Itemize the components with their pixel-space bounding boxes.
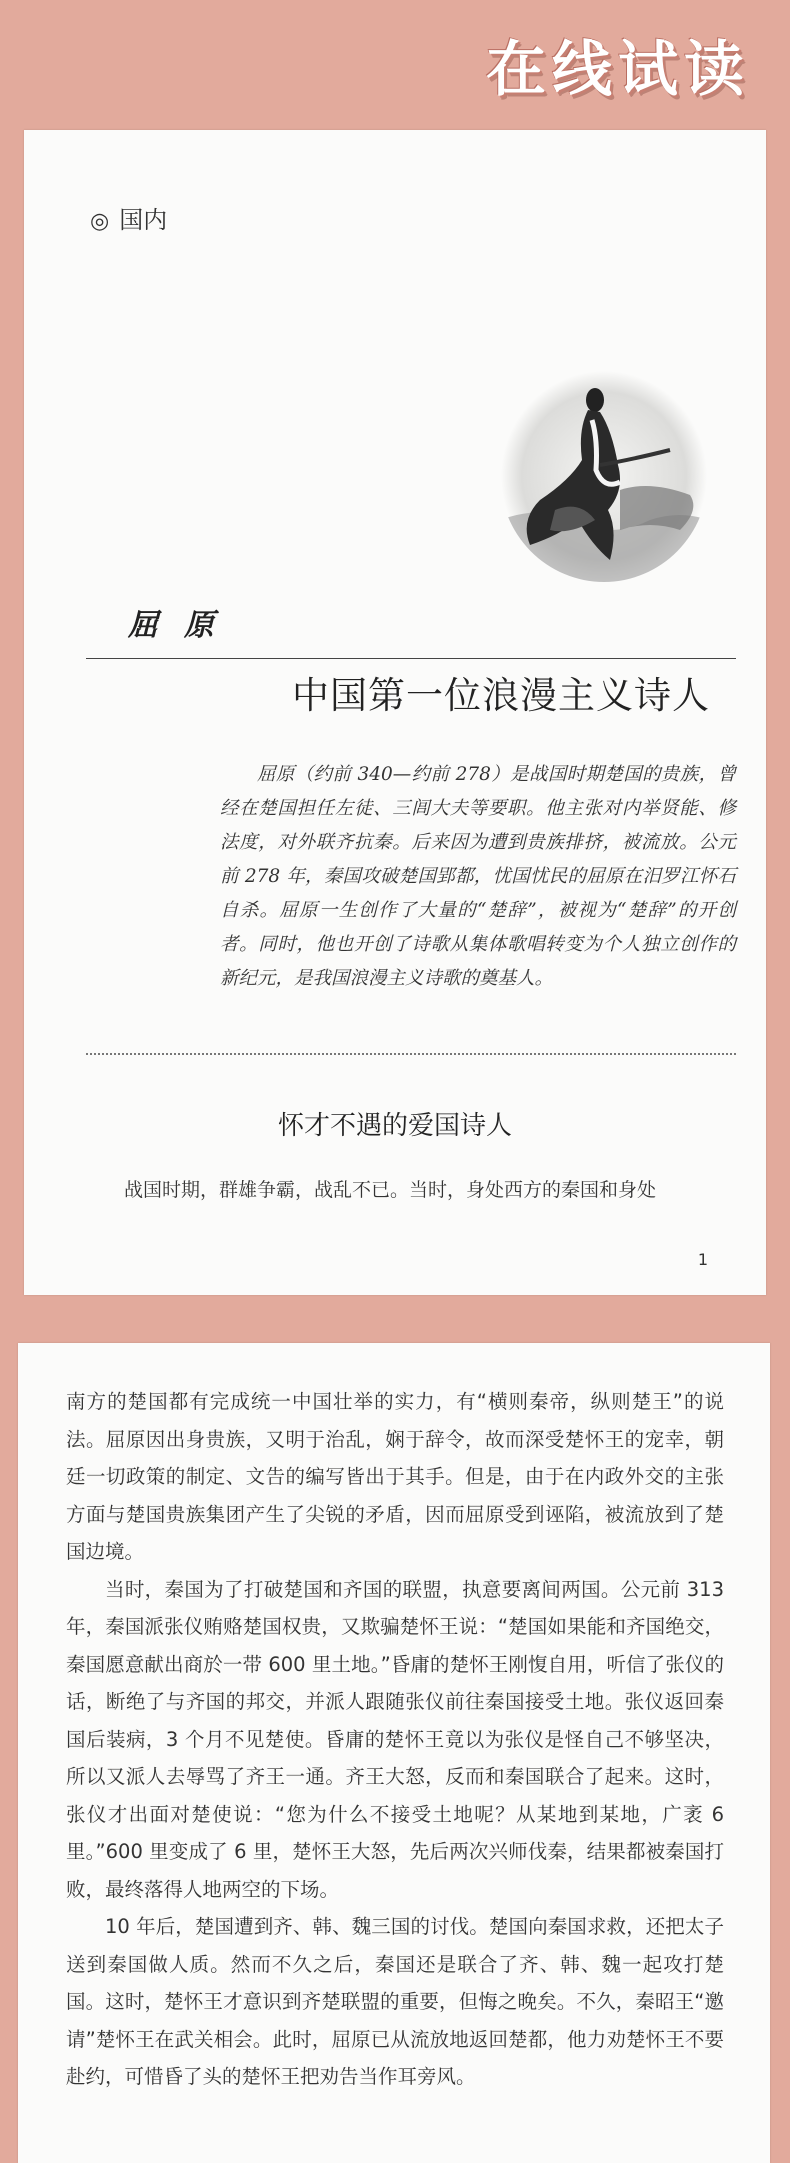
banner-title: 在线试读 xyxy=(486,35,750,105)
body-paragraph: 战国时期，群雄争霸，战乱不已。当时，身处西方的秦国和身处 xyxy=(124,1179,657,1201)
header-banner xyxy=(0,0,790,128)
portrait-illustration xyxy=(500,370,708,582)
body-paragraph: 当时，秦国为了打破楚国和齐国的联盟，执意要离间两国。公元前 313 年，秦国派张仪贿赂楚国权贵，又欺骗楚怀王说：“楚国如果能和齐国绝交，秦国愿意献出商於一带 600 里土地。”昏庸的楚怀王刚愎自用，听信了张仪的话，断绝了与齐国的邦交，并派人跟随张仪前往秦国接受土地。张仪返回秦国后装病，3 个月不见楚使。昏庸的楚怀王竟以为张仪是怪自己不够坚决，所以又派人去辱骂了齐王一通。齐王大怒，反而和秦国联合了起来。这时，张仪才出面对楚使说：“您为什么不接受土地呢？从某地到某地，广袤 6 里。”600 里变成了 6 里，楚怀王大怒，先后两次兴师伐秦，结果都被秦国打败，最终落得人地两空的下场。 xyxy=(66,1577,724,1901)
page-body-text xyxy=(66,1383,724,2096)
title-divider xyxy=(86,658,736,659)
section-label-text: 国内 xyxy=(119,206,168,234)
section-label xyxy=(90,200,167,235)
page-number: 1 xyxy=(697,1250,708,1269)
page-subtitle: 中国第一位浪漫主义诗人 xyxy=(292,674,710,717)
body-paragraph: 南方的楚国都有完成统一中国壮举的实力，有“横则秦帝，纵则楚王”的说法。屈原因出身贵族，又明于治乱，娴于辞令，故而深受楚怀王的宠幸，朝廷一切政策的制定、文告的编写皆出于其手。但是，由于在内政外交的主张方面与楚国贵族集团产生了尖锐的矛盾，因而屈原受到诬陷，被流放到了楚国边境。 xyxy=(66,1390,724,1563)
person-name: 屈原 xyxy=(128,608,240,643)
biography-summary: 屈原（约前 340—约前 278）是战国时期楚国的贵族，曾经在楚国担任左徒、三闾大夫等要职。他主张对内举贤能、修法度，对外联齐抗秦。后来因为遭到贵族排挤，被流放。公元前 278 年，秦国攻破楚国郢都，忧国忧民的屈原在汨罗江怀石自杀。屈原一生创作了大量的“楚辞”，被视为“楚辞”的开创者。同时，他也开创了诗歌从集体歌唱转变为个人独立创作的新纪元，是我国浪漫主义诗歌的奠基人。 xyxy=(220,764,736,989)
section-heading: 怀才不遇的爱国诗人 xyxy=(277,1111,512,1141)
book-page-1 xyxy=(24,130,766,1295)
body-paragraph: 10 年后，楚国遭到齐、韩、魏三国的讨伐。楚国向秦国求救，还把太子送到秦国做人质。然而不久之后，秦国还是联合了齐、韩、魏一起攻打楚国。这时，楚怀王才意识到齐楚联盟的重要，但悔之晚矣。不久，秦昭王“邀请”楚怀王在武关相会。此时，屈原已从流放地返回楚都，他力劝楚怀王不要赴约，可惜昏了头的楚怀王把劝告当作耳旁风。 xyxy=(66,1915,724,2088)
double-circle-icon: ◎ xyxy=(90,209,110,234)
book-page-2 xyxy=(18,1343,770,2163)
dotted-divider xyxy=(86,1053,736,1055)
qu-yuan-portrait-image xyxy=(500,370,708,582)
